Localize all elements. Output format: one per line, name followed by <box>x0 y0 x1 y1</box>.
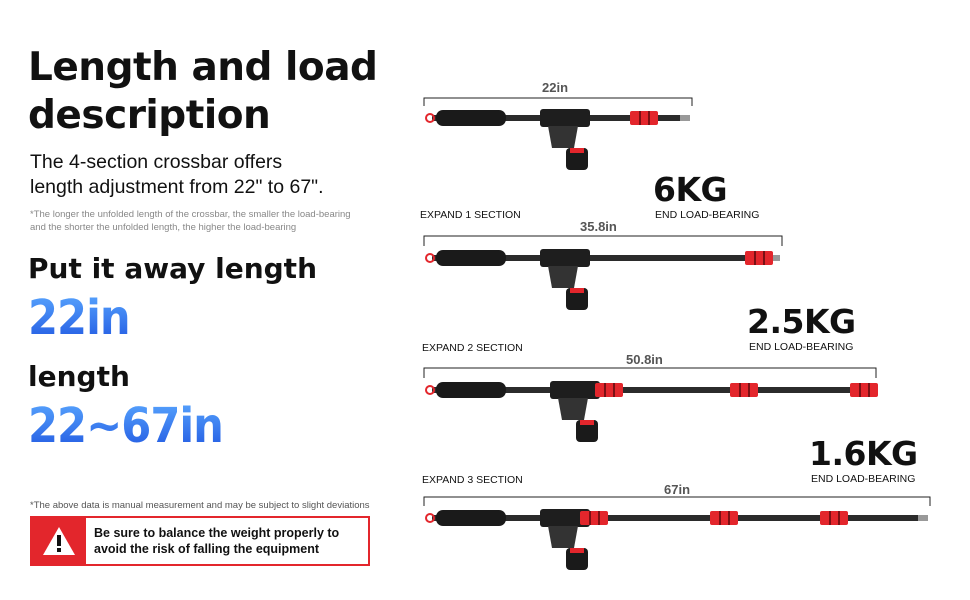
lock-ring-3-3 <box>850 383 878 397</box>
foam-grip-4 <box>436 510 506 526</box>
foam-grip-2 <box>436 250 506 266</box>
title-line-2: description <box>28 93 271 138</box>
mount-knob-band-4 <box>570 548 584 553</box>
lock-ring-4-3 <box>820 511 848 525</box>
lock-ring-groove-3-2a <box>739 383 741 397</box>
warning-line-2: avoid the risk of falling the equipment <box>94 542 320 556</box>
lock-ring-4-1 <box>580 511 608 525</box>
load-value-3: 2.5KG <box>747 302 856 341</box>
dimension-bracket-3 <box>424 368 876 378</box>
lock-ring-groove-4-1b <box>598 511 600 525</box>
lock-ring-3-1 <box>595 383 623 397</box>
load-label-2: END LOAD-BEARING <box>655 209 760 221</box>
center-clamp-1 <box>540 109 590 127</box>
section-label-4: EXPAND 3 SECTION <box>422 474 523 486</box>
foam-grip-1 <box>436 110 506 126</box>
dimension-label-2: 35.8in <box>580 219 617 234</box>
lock-ring-groove-3-3b <box>868 383 870 397</box>
center-clamp-2 <box>540 249 590 267</box>
load-label-3: END LOAD-BEARING <box>749 341 854 353</box>
warning-line-1: Be sure to balance the weight properly to <box>94 526 340 540</box>
load-note-line-1: *The longer the unfolded length of the crossbar, the smaller the load-bearing <box>30 209 351 220</box>
section-label-2: EXPAND 1 SECTION <box>420 209 521 221</box>
lock-ring-groove-2-1a <box>754 251 756 265</box>
mount-bracket-3 <box>558 398 588 420</box>
load-value-4: 1.6KG <box>809 434 918 473</box>
load-note-line-2: and the shorter the unfolded length, the higher the load-bearing <box>30 222 297 233</box>
section-label-3: EXPAND 2 SECTION <box>422 342 523 354</box>
dimension-bracket-2 <box>424 236 782 246</box>
mount-knob-band-3 <box>580 420 594 425</box>
description-line-2: length adjustment from 22" to 67". <box>30 176 324 198</box>
lock-ring-1-1 <box>630 111 658 125</box>
disclaimer: *The above data is manual measurement and may be subject to slight deviations <box>30 500 370 511</box>
description-line-1: The 4-section crossbar offers <box>30 151 283 173</box>
end-tip-1 <box>680 115 690 121</box>
lock-ring-groove-1-1b <box>648 111 650 125</box>
dimension-label-3: 50.8in <box>626 352 663 367</box>
lock-ring-groove-4-2a <box>719 511 721 525</box>
mount-knob-band-2 <box>570 288 584 293</box>
foam-grip-3 <box>436 382 506 398</box>
lock-ring-groove-1-1a <box>639 111 641 125</box>
dimension-label-1: 22in <box>542 80 569 95</box>
putaway-value: 22in <box>28 290 130 346</box>
lock-ring-groove-4-3a <box>829 511 831 525</box>
lock-ring-groove-4-1a <box>589 511 591 525</box>
lock-ring-3-2 <box>730 383 758 397</box>
lock-ring-2-1 <box>745 251 773 265</box>
lock-ring-groove-3-1b <box>613 383 615 397</box>
center-clamp-3 <box>550 381 600 399</box>
dimension-bracket-1 <box>424 98 692 106</box>
lock-ring-groove-4-2b <box>728 511 730 525</box>
lock-ring-groove-2-1b <box>763 251 765 265</box>
length-label: length <box>28 360 130 393</box>
putaway-label: Put it away length <box>28 252 317 285</box>
lock-ring-groove-3-2b <box>748 383 750 397</box>
mount-bracket-4 <box>548 526 578 548</box>
title-line-1: Length and load <box>28 45 378 90</box>
dimension-label-4: 67in <box>664 482 691 497</box>
load-value-2: 6KG <box>653 170 728 209</box>
lock-ring-4-2 <box>710 511 738 525</box>
lock-ring-groove-3-1a <box>604 383 606 397</box>
dimension-bracket-4 <box>424 497 930 506</box>
load-label-4: END LOAD-BEARING <box>811 473 916 485</box>
length-value: 22~67in <box>28 398 223 454</box>
mount-bracket-2 <box>548 266 578 288</box>
mount-bracket-1 <box>548 126 578 148</box>
mount-knob-band-1 <box>570 148 584 153</box>
lock-ring-groove-4-3b <box>838 511 840 525</box>
lock-ring-groove-3-3a <box>859 383 861 397</box>
end-tip-4 <box>918 515 928 521</box>
